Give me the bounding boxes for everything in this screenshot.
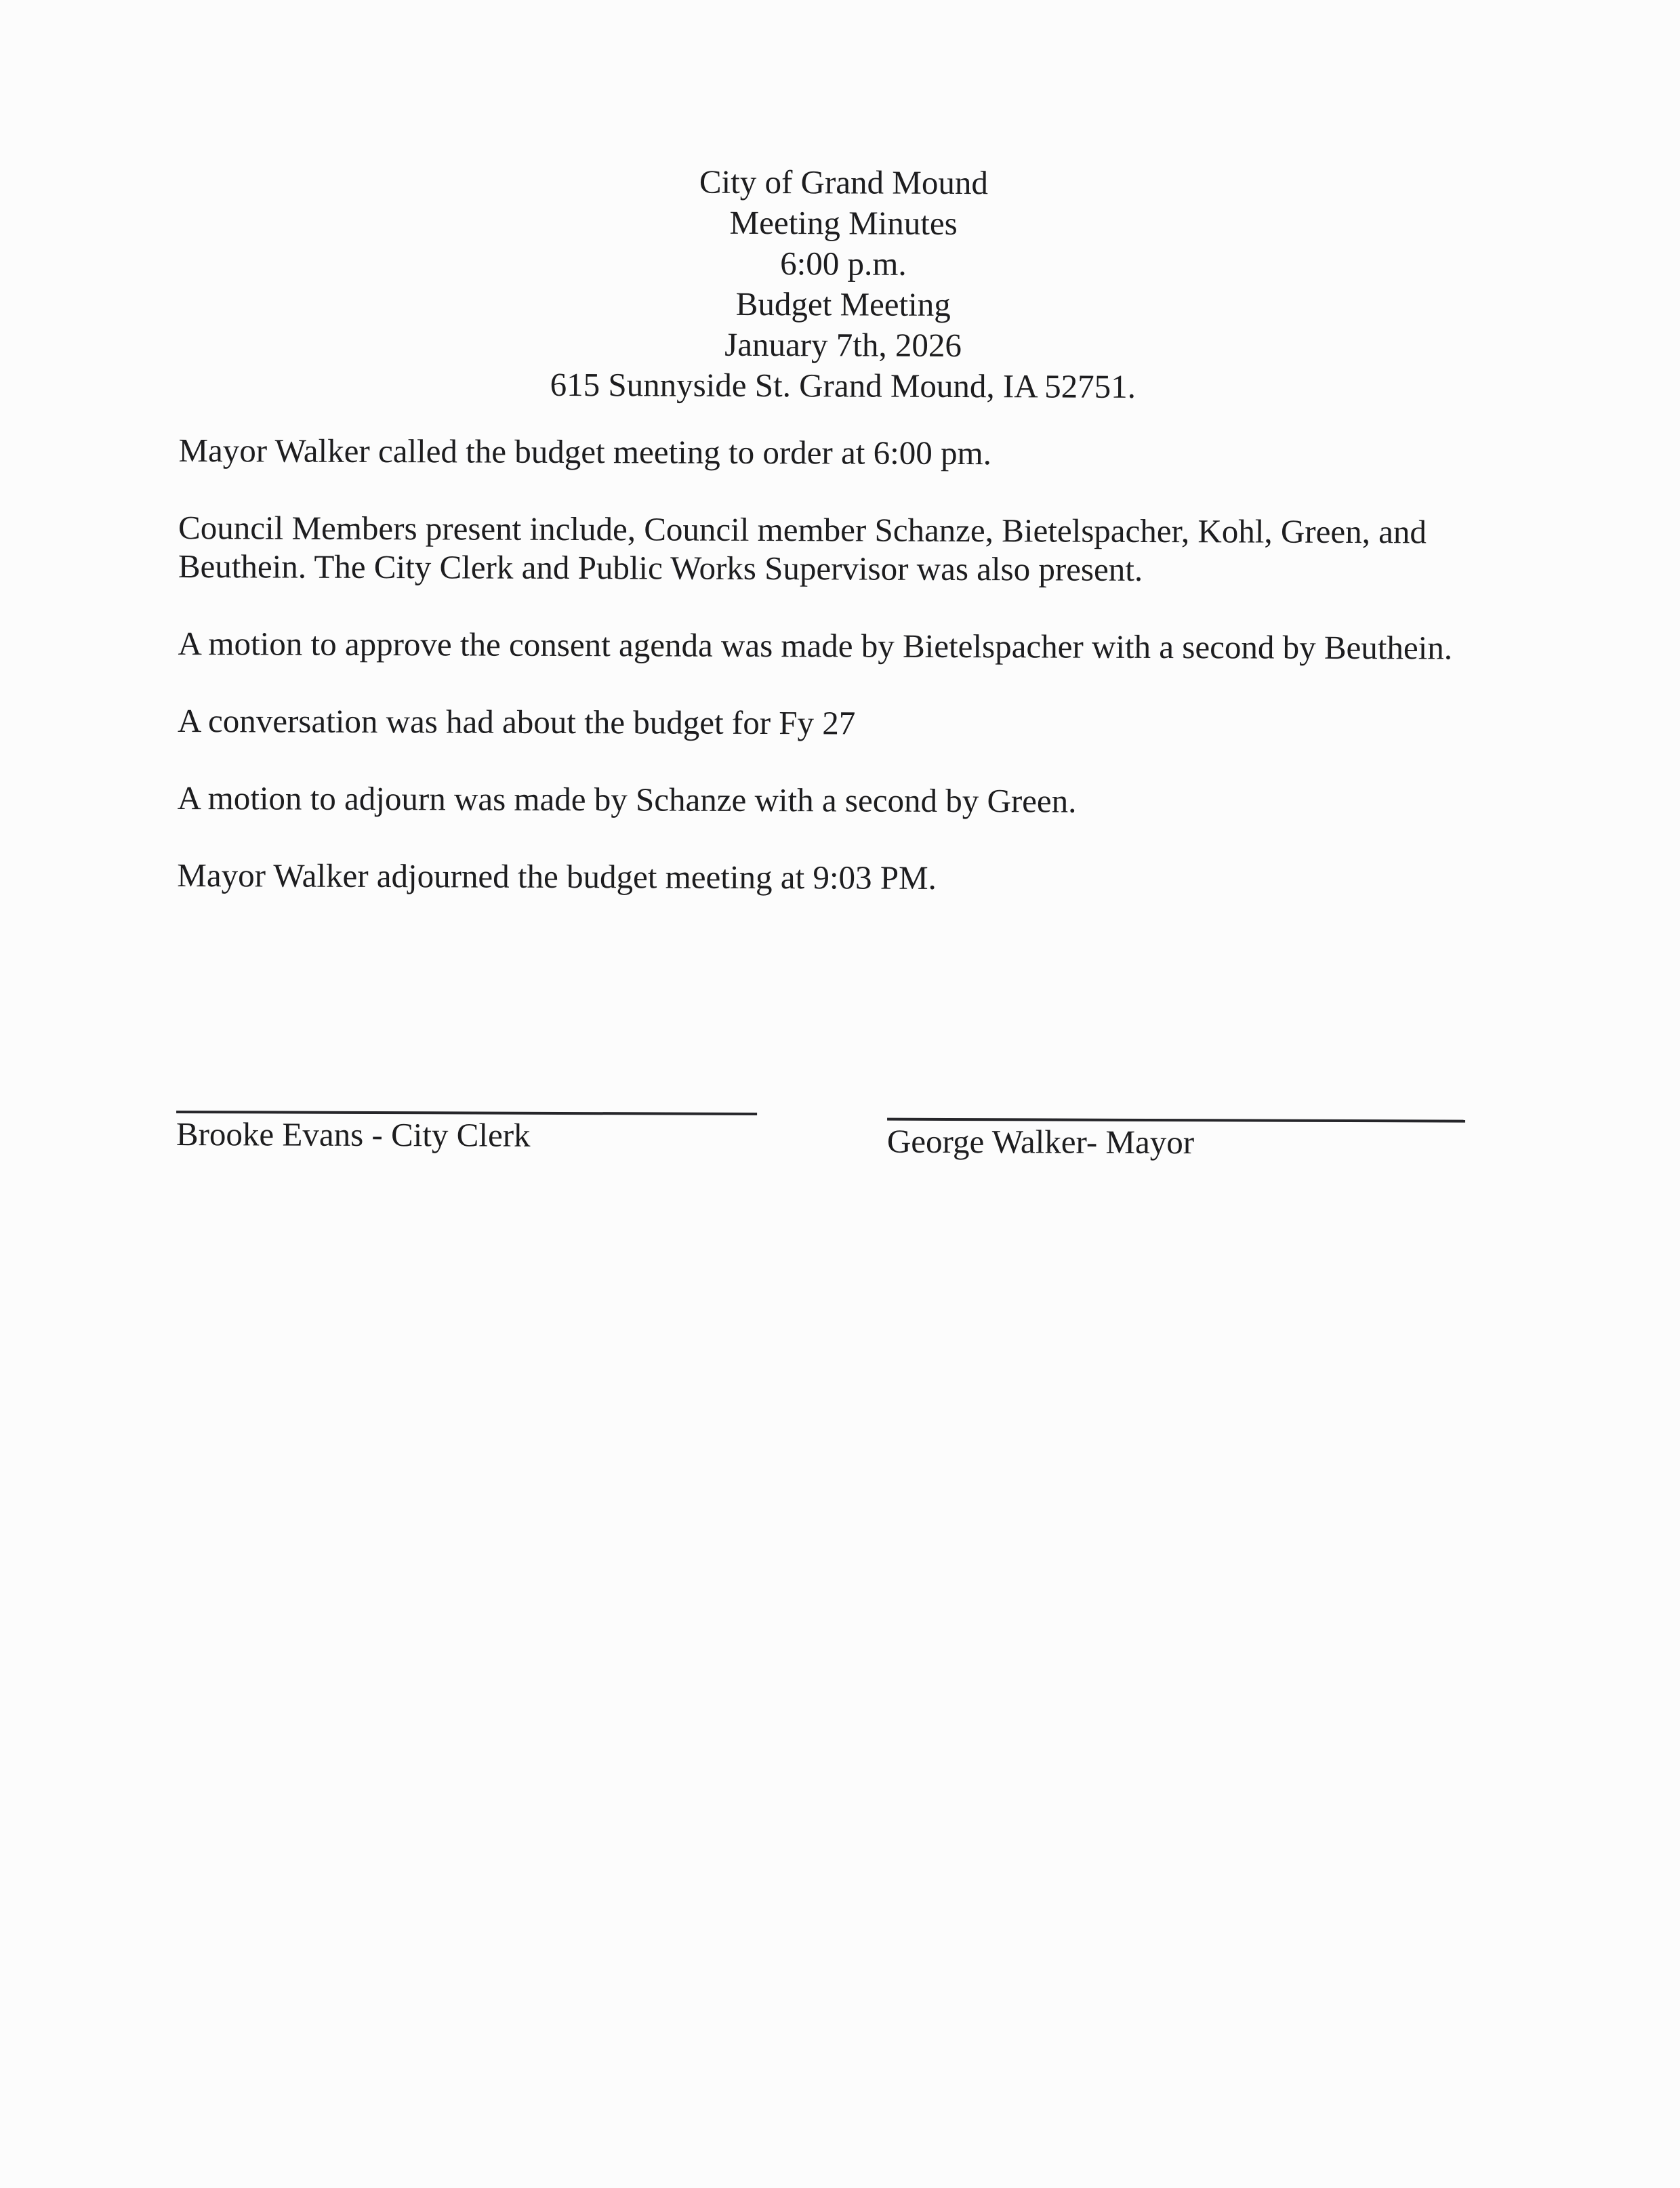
document-header	[179, 160, 1508, 409]
header-line-time: 6:00 p.m.	[780, 245, 907, 283]
document-content	[176, 160, 1549, 1161]
signature-label-mayor: George Walker- Mayor	[886, 1122, 1195, 1161]
paragraph-members-present: Council Members present include, Council member Schanze, Bietelspacher, Kohl, Green, and Beuthein. The City Clerk and Public Works Supervisor was also present.	[178, 508, 1427, 588]
paragraph-call-to-order: Mayor Walker called the budget meeting to order at 6:00 pm.	[178, 431, 991, 472]
paragraph-adjourn-motion: A motion to adjourn was made by Schanze with a second by Green.	[177, 779, 1077, 820]
header-line-date: January 7th, 2026	[724, 325, 962, 365]
paragraph-budget-conversation: A conversation was had about the budget for Fy 27	[178, 701, 856, 742]
signature-block-mayor	[887, 1118, 1465, 1163]
signature-row	[176, 1111, 1545, 1161]
paragraph-consent-agenda-motion: A motion to approve the consent agenda was made by Bietelspacher with a second by Beuthein.	[178, 624, 1453, 667]
header-line-address: 615 Sunnyside St. Grand Mound, IA 52751.	[550, 365, 1136, 405]
header-line-subtitle: Meeting Minutes	[729, 203, 958, 243]
signature-block-city-clerk	[176, 1111, 757, 1155]
signature-label-city-clerk: Brooke Evans - City Clerk	[176, 1115, 531, 1154]
header-line-title: City of Grand Mound	[699, 163, 988, 202]
header-line-meeting-type: Budget Meeting	[735, 285, 951, 323]
paragraph-adjourned: Mayor Walker adjourned the budget meeting at 9:03 PM.	[177, 856, 937, 896]
